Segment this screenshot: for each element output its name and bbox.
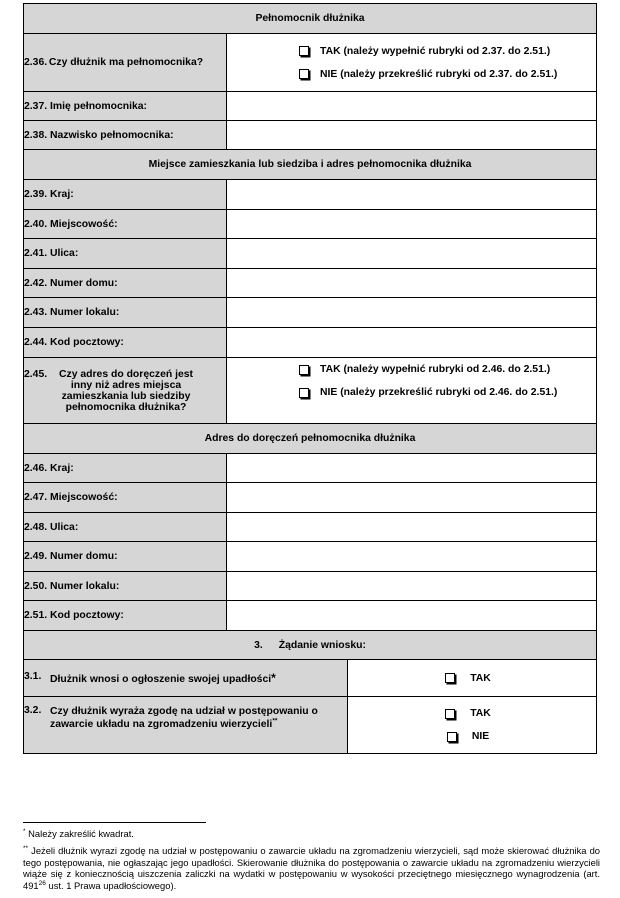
field-input-2-44[interactable] [227, 328, 597, 358]
answer-cell-3-1 [348, 660, 597, 697]
field-input-2-40[interactable] [227, 210, 597, 239]
field-row-2-49 [24, 542, 597, 572]
question-text: Czy adres do doręczeń jest inny niż adres miejsca zamieszkania lub siedziby pełnomocnika dłużnika? [59, 368, 193, 413]
field-label: 2.46. Kraj: [24, 454, 227, 483]
section-title-doreczenia: Adres do doręczeń pełnomocnika dłużnika [24, 424, 597, 454]
field-row-2-42 [24, 269, 597, 298]
question-number: 2.36. [24, 57, 48, 68]
option-label: TAK (należy wypełnić rubryki od 2.46. do 2.51.) [320, 364, 551, 375]
option-tak-2-36[interactable] [299, 46, 596, 57]
footnote-marker: * [23, 827, 26, 835]
question-text: Czy dłużnik ma pełnomocnika? [48, 57, 204, 68]
question-label-3-2 [24, 697, 348, 754]
question-label-3-1 [24, 660, 348, 697]
option-label: TAK [470, 708, 491, 719]
footnote-text: Jeżeli dłużnik wyrazi zgodę na udział w postępowaniu o zawarcie układu na zgromadzeniu wierzycieli, sąd może skierować dłużnika do tego postępowania, nie ogłaszając jego upadłości. Skierowanie dłużnika do postępowania o zawarcie układu na zgromadzeniu wierzycieli wiąże się z koniecznością uiszczenia zaliczki na wydatki w postępowaniu w wysokości przeciętnego miesięcznego wynagrodzenia (art. 491 [23, 845, 600, 891]
option-label: TAK (należy wypełnić rubryki od 2.37. do 2.51.) [320, 45, 551, 57]
footnote-marker: * [271, 671, 276, 685]
section-header-row [24, 424, 597, 454]
footnote-1 [23, 828, 600, 840]
section-title-zadanie [24, 631, 597, 660]
field-input-2-39[interactable] [227, 180, 597, 210]
checkbox-icon[interactable] [299, 365, 309, 375]
option-label: NIE (należy przekreślić rubryki od 2.37. do 2.51.) [320, 68, 558, 80]
field-input-2-42[interactable] [227, 269, 597, 298]
field-input-2-43[interactable] [227, 298, 597, 328]
field-row-2-40 [24, 210, 597, 239]
field-row-2-51 [24, 601, 597, 631]
question-number: 2.45. [24, 368, 48, 380]
answer-cell-2-36 [227, 34, 597, 92]
field-row-2-38 [24, 121, 597, 150]
field-label: 2.42. Numer domu: [24, 269, 227, 298]
checkbox-icon[interactable] [299, 46, 309, 56]
section-header-row [24, 631, 597, 660]
checkbox-icon[interactable] [445, 673, 455, 683]
field-input-2-37[interactable] [227, 92, 597, 121]
question-row-3-1 [24, 660, 597, 697]
field-input-2-47[interactable] [227, 483, 597, 513]
field-label: 2.43. Numer lokalu: [24, 298, 227, 328]
option-tak-3-1[interactable] [348, 673, 596, 684]
option-nie-2-45[interactable] [299, 387, 596, 398]
question-label-2-45 [24, 358, 227, 424]
field-label: 2.38. Nazwisko pełnomocnika: [24, 121, 227, 150]
option-label: NIE (należy przekreślić rubryki od 2.46. do 2.51.) [320, 387, 558, 398]
option-tak-2-45[interactable] [299, 364, 596, 375]
field-row-2-46 [24, 454, 597, 483]
field-input-2-49[interactable] [227, 542, 597, 572]
field-input-2-46[interactable] [227, 454, 597, 483]
section-header-row [24, 4, 597, 34]
field-label: 2.51. Kod pocztowy: [24, 601, 227, 631]
option-label: TAK [470, 672, 491, 684]
checkbox-icon[interactable] [445, 709, 455, 719]
section-title-adres: Miejsce zamieszkania lub siedziba i adres pełnomocnika dłużnika [24, 150, 597, 180]
question-text: Czy dłużnik wyraża zgodę na udział w postępowaniu o zawarcie układu na zgromadzeniu wierzycieli [50, 706, 318, 730]
proxy-form-table [23, 3, 597, 754]
field-row-2-44 [24, 328, 597, 358]
field-row-2-41 [24, 239, 597, 269]
question-row-2-36 [24, 34, 597, 92]
checkbox-icon[interactable] [299, 69, 309, 79]
field-label: 2.50. Numer lokalu: [24, 572, 227, 601]
field-row-2-39 [24, 180, 597, 210]
question-text: Dłużnik wnosi o ogłoszenie swojej upadłości [50, 674, 272, 685]
field-label: 2.39. Kraj: [24, 180, 227, 210]
option-tak-3-2[interactable] [348, 708, 596, 719]
answer-cell-3-2 [348, 697, 597, 754]
footnote-marker: ** [272, 717, 278, 725]
article-superscript: 26 [38, 879, 46, 887]
section-number: 3. [254, 639, 263, 651]
field-label: 2.37. Imię pełnomocnika: [24, 92, 227, 121]
field-row-2-50 [24, 572, 597, 601]
checkbox-icon[interactable] [299, 388, 309, 398]
field-input-2-41[interactable] [227, 239, 597, 269]
field-input-2-50[interactable] [227, 572, 597, 601]
footnote-2 [23, 845, 600, 891]
field-input-2-38[interactable] [227, 121, 597, 150]
question-number: 3.2. [24, 705, 42, 716]
question-row-3-2 [24, 697, 597, 754]
footnote-divider [23, 822, 206, 823]
option-nie-3-2[interactable] [348, 731, 596, 742]
field-label: 2.40. Miejscowość: [24, 210, 227, 239]
footnote-text-end: ust. 1 Prawa upadłościowego). [45, 879, 177, 891]
field-row-2-37 [24, 92, 597, 121]
field-label: 2.48. Ulica: [24, 513, 227, 542]
field-row-2-43 [24, 298, 597, 328]
field-input-2-48[interactable] [227, 513, 597, 542]
checkbox-icon[interactable] [447, 732, 457, 742]
field-label: 2.49. Numer domu: [24, 542, 227, 572]
question-number: 3.1. [24, 671, 42, 682]
question-row-2-45 [24, 358, 597, 424]
section-title-pelnomocnik: Pełnomocnik dłużnika [24, 4, 597, 34]
field-row-2-47 [24, 483, 597, 513]
field-label: 2.47. Miejscowość: [24, 483, 227, 513]
footnote-text: Należy zakreślić kwadrat. [28, 828, 134, 839]
answer-cell-2-45 [227, 358, 597, 424]
section-title-text: Żądanie wniosku: [278, 639, 366, 651]
field-row-2-48 [24, 513, 597, 542]
option-label: NIE [471, 731, 490, 742]
section-header-row [24, 150, 597, 180]
footnote-marker: ** [23, 844, 29, 852]
option-nie-2-36[interactable] [299, 69, 596, 80]
field-label: 2.41. Ulica: [24, 239, 227, 269]
field-input-2-51[interactable] [227, 601, 597, 631]
field-label: 2.44. Kod pocztowy: [24, 328, 227, 358]
question-label-2-36 [24, 34, 227, 92]
